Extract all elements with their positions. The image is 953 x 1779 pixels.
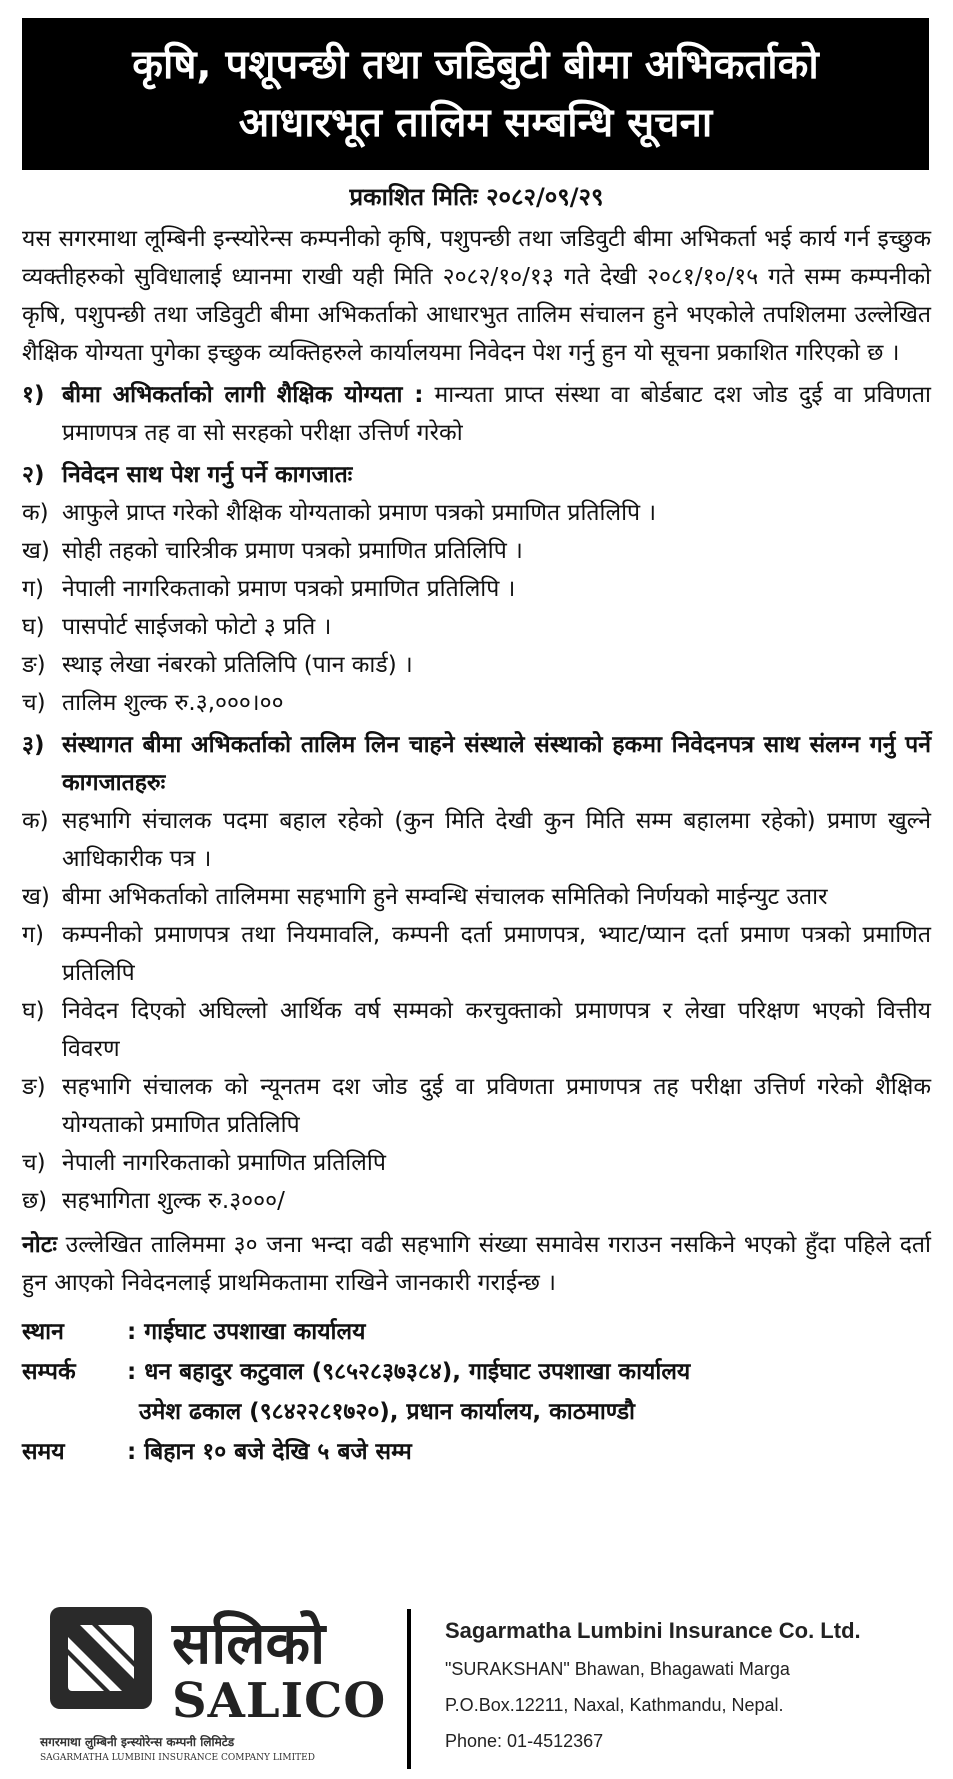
section-1-number: १) xyxy=(22,382,45,408)
list-item xyxy=(22,1144,931,1182)
time-label: समय xyxy=(22,1439,65,1465)
salico-logo-icon xyxy=(46,1603,156,1713)
place-row xyxy=(22,1312,931,1352)
time-row xyxy=(22,1432,931,1472)
list-item xyxy=(22,916,931,992)
section-1-label: बीमा अभिकर्ताको लागी शैक्षिक योग्यता : xyxy=(62,382,424,408)
section-2-list xyxy=(22,494,931,722)
list-marker: ख) xyxy=(22,884,50,910)
section-3-list xyxy=(22,802,931,1220)
list-item xyxy=(22,646,931,684)
section-2-number: २) xyxy=(22,462,45,488)
list-marker: छ) xyxy=(22,1188,48,1214)
event-info xyxy=(22,1312,931,1472)
section-1 xyxy=(22,376,931,452)
time-value: : बिहान १० बजे देखि ५ बजे सम्म xyxy=(127,1439,412,1465)
footer xyxy=(22,1595,931,1765)
title-line-1: कृषि, पशूपन्छी तथा जडिबुटी बीमा अभिकर्ताको xyxy=(132,42,819,88)
section-2-label: निवेदन साथ पेश गर्नु पर्ने कागजातः xyxy=(62,462,353,488)
contact-label: सम्पर्क xyxy=(22,1359,76,1385)
place-label: स्थान xyxy=(22,1319,64,1345)
note-paragraph xyxy=(22,1226,931,1302)
intro-paragraph: यस सगरमाथा लूम्बिनी इन्स्योरेन्स कम्पनीको कृषि, पशुपन्छी तथा जडिवुटी बीमा अभिकर्ता भई कार्य गर्न इच्छुक व्यक्तीहरुको सुविधालाई ध्यानमा राखी यही मिति २०८२/१०/१३ गते देखी २०८१/१०/१५ गते सम्म कम्पनीको कृषि, पशुपन्छी तथा जडिवुटी बीमा अभिकर्ताको आधारभुत तालिम संचालन हुने भएकोले तपशिलमा उल्लेखित शैक्षिक योग्यता पुगेका इच्छुक व्यक्तिहरुले कार्यालयमा निवेदन पेश गर्नु हुन यो सूचना प्रकाशित गरिएको छ । xyxy=(22,226,931,366)
list-marker: घ) xyxy=(22,998,45,1024)
list-text: सहभागि संचालक पदमा बहाल रहेको (कुन मिति देखी कुन मिति सम्म बहालमा रहेको) प्रमाण खुल्ने आधिकारीक पत्र । xyxy=(62,808,931,872)
list-marker: ग) xyxy=(22,922,44,948)
section-1-body: मान्यता प्राप्त संस्था वा बोर्डबाट दश जोड दुई वा प्रविणता प्रमाणपत्र तह वा सो सरहको परीक्षा उत्तिर्ण गरेको xyxy=(62,382,931,446)
logo-nepali-text: सलिको xyxy=(172,1609,326,1677)
title-line-2: आधारभूत तालिम सम्बन्धि सूचना xyxy=(238,100,713,146)
list-item xyxy=(22,532,931,570)
list-item xyxy=(22,494,931,532)
list-item xyxy=(22,878,931,916)
notice-body xyxy=(22,220,931,1472)
logo-english-text: SALICO xyxy=(172,1673,387,1729)
list-text: सोही तहको चारित्रीक प्रमाण पत्रको प्रमाणित प्रतिलिपि । xyxy=(62,538,523,564)
list-item xyxy=(22,570,931,608)
address-line-1: "SURAKSHAN" Bhawan, Bhagawati Marga xyxy=(445,1659,790,1679)
list-text: सहभागिता शुल्क रु.३०००/ xyxy=(62,1188,285,1214)
logo-subtitle-nepali: सगरमाथा लुम्बिनी इन्स्योरेन्स कम्पनी लिमिटेड xyxy=(40,1735,235,1749)
contact-row xyxy=(22,1352,931,1392)
list-text: निवेदन दिएको अघिल्लो आर्थिक वर्ष सम्मको करचुक्ताको प्रमाणपत्र र लेखा परिक्षण भएको वित्तीय विवरण xyxy=(62,998,931,1062)
list-item xyxy=(22,684,931,722)
list-text: नेपाली नागरिकताको प्रमाणित प्रतिलिपि xyxy=(62,1150,386,1176)
list-marker: ग) xyxy=(22,576,44,602)
list-item xyxy=(22,802,931,878)
list-text: पासपोर्ट साईजको फोटो ३ प्रति । xyxy=(62,614,332,640)
list-marker: च) xyxy=(22,1150,46,1176)
list-marker: क) xyxy=(22,808,49,834)
section-2-heading xyxy=(22,456,931,494)
section-1-text xyxy=(62,376,931,452)
list-text: आफुले प्राप्त गरेको शैक्षिक योग्यताको प्रमाण पत्रको प्रमाणित प्रतिलिपि । xyxy=(62,500,657,526)
list-marker: ङ) xyxy=(22,1074,46,1100)
list-marker: ङ) xyxy=(22,652,46,678)
company-name: Sagarmatha Lumbini Insurance Co. Ltd. xyxy=(445,1618,861,1643)
logo-subtitle-english: SAGARMATHA LUMBINI INSURANCE COMPANY LIMITED xyxy=(40,1753,315,1763)
list-text: तालिम शुल्क रु.३,०००।०० xyxy=(62,690,284,716)
section-3-number: ३) xyxy=(22,732,45,758)
published-date: प्रकाशित मितिः २०८२/०९/२९ xyxy=(349,183,604,211)
list-text: बीमा अभिकर्ताको तालिममा सहभागि हुने सम्वन्धि संचालक समितिको निर्णयको माईन्युट उतार xyxy=(62,884,828,910)
list-item xyxy=(22,992,931,1068)
note-label: नोटः xyxy=(22,1232,57,1258)
footer-divider xyxy=(407,1609,411,1769)
address-line-2: P.O.Box.12211, Naxal, Kathmandu, Nepal. xyxy=(445,1695,784,1715)
place-value: : गाईघाट उपशाखा कार्यालय xyxy=(127,1319,366,1345)
note-text: उल्लेखित तालिममा ३० जना भन्दा वढी सहभागि संख्या समावेस गराउन नसकिने भएको हुँदा पहिले दर्ता हुन आएको निवेदनलाई प्राथमिकतामा राखिने जानकारी गराईन्छ । xyxy=(22,1232,931,1296)
list-item xyxy=(22,1182,931,1220)
list-text: नेपाली नागरिकताको प्रमाण पत्रको प्रमाणित प्रतिलिपि । xyxy=(62,576,516,602)
contact-value-2: उमेश ढकाल (९८४२२८१७२०), प्रधान कार्यालय, काठमाण्डौ xyxy=(139,1399,635,1425)
phone-number: Phone: 01-4512367 xyxy=(445,1731,604,1751)
section-3-heading xyxy=(22,726,931,802)
title-banner xyxy=(22,18,929,170)
list-marker: ख) xyxy=(22,538,50,564)
list-marker: घ) xyxy=(22,614,45,640)
list-item xyxy=(22,1068,931,1144)
list-marker: च) xyxy=(22,690,46,716)
contact-value-1: : धन बहादुर कटुवाल (९८५२८३७३८४), गाईघाट उपशाखा कार्यालय xyxy=(127,1359,691,1385)
company-address xyxy=(445,1611,861,1759)
list-text: स्थाइ लेखा नंबरको प्रतिलिपि (पान कार्ड) । xyxy=(62,652,413,678)
section-3-label: संस्थागत बीमा अभिकर्ताको तालिम लिन चाहने संस्थाले संस्थाको हकमा निवेदनपत्र साथ संलग्न गर्नु पर्ने कागजातहरुः xyxy=(62,732,931,796)
list-text: सहभागि संचालक को न्यूनतम दश जोड दुई वा प्रविणता प्रमाणपत्र तह परीक्षा उत्तिर्ण गरेको शैक्षिक योग्यताको प्रमाणित प्रतिलिपि xyxy=(62,1074,931,1138)
list-marker: क) xyxy=(22,500,49,526)
list-item xyxy=(22,608,931,646)
list-text: कम्पनीको प्रमाणपत्र तथा नियमावलि, कम्पनी दर्ता प्रमाणपत्र, भ्याट/प्यान दर्ता प्रमाण पत्रको प्रमाणित प्रतिलिपि xyxy=(62,922,931,986)
